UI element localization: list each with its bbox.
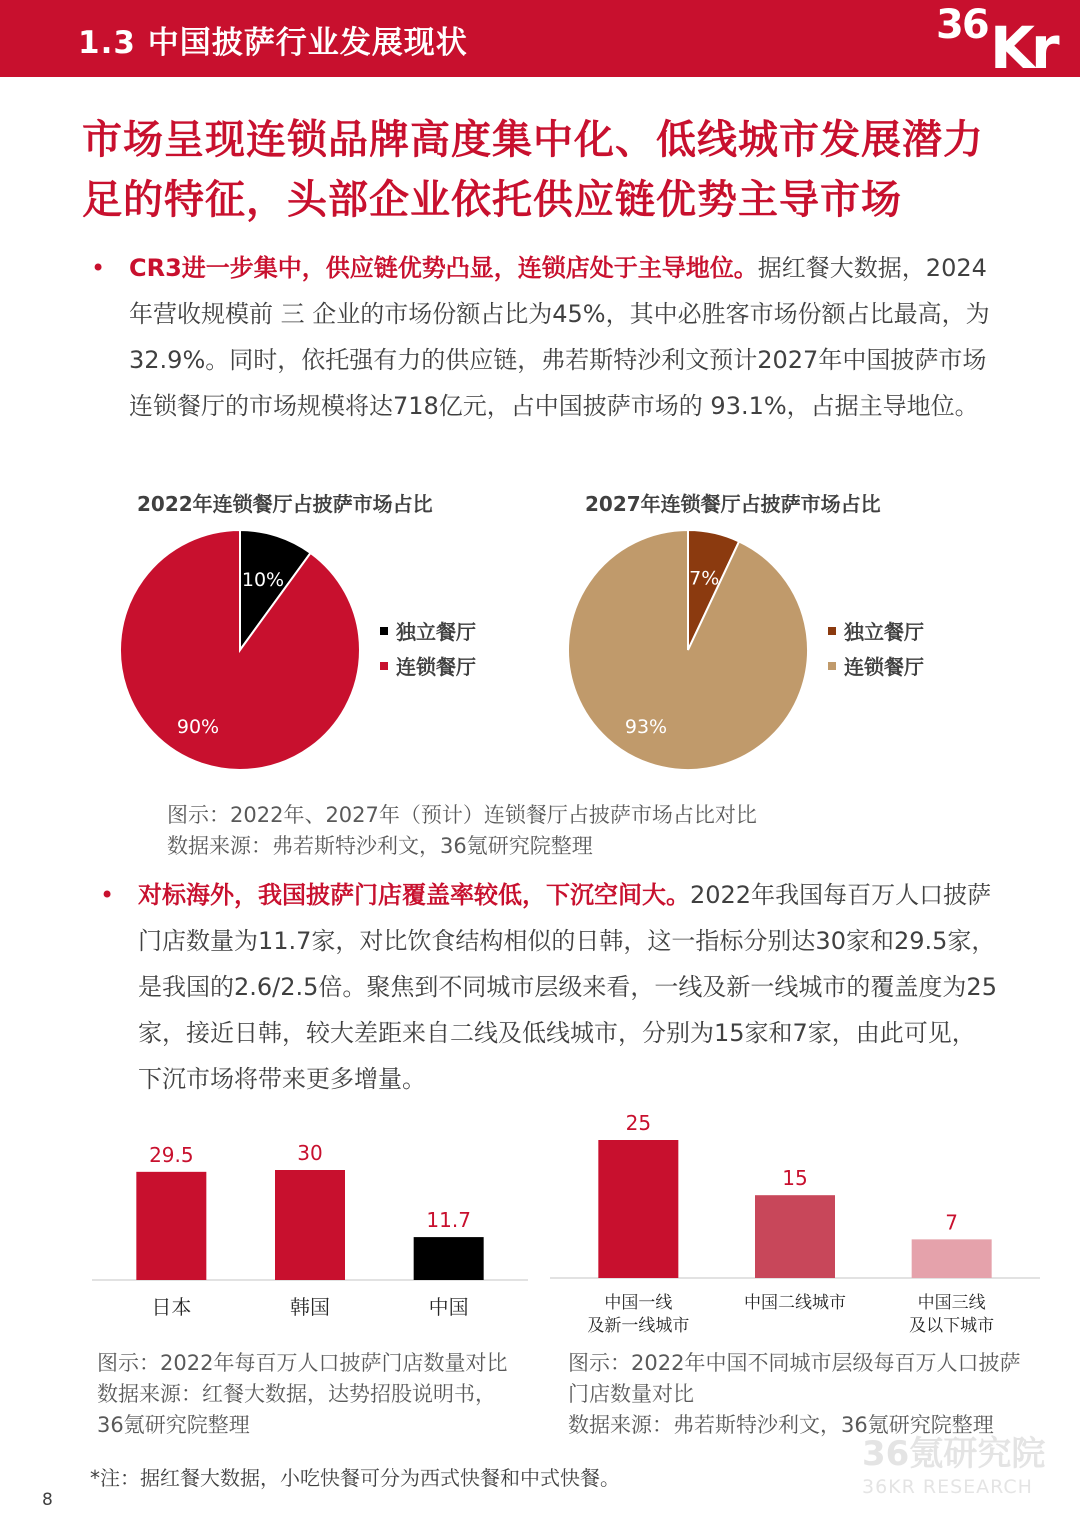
legend-swatch — [828, 662, 836, 670]
section-title: 1.3 中国披萨行业发展现状 — [78, 25, 468, 61]
bullet-dot: • — [100, 881, 115, 909]
legend-swatch — [380, 662, 388, 670]
pie-slice-label: 10% — [241, 569, 285, 592]
bar-value-label: 29.5 — [149, 1142, 194, 1167]
bar — [414, 1237, 484, 1280]
bar-chart-country-comparison — [90, 1110, 530, 1325]
pie-slice — [568, 530, 808, 770]
legend-item-independent — [828, 613, 924, 648]
pie-slice-label: 90% — [176, 716, 220, 738]
headline-line-2: 足的特征，头部企业依托供应链优势主导市场 — [82, 177, 902, 223]
bar — [136, 1172, 206, 1280]
bullet-paragraph-2 — [100, 872, 998, 1102]
bar — [275, 1170, 345, 1280]
bar-caption-line: 数据来源：弗若斯特沙利文，36氪研究院整理 — [568, 1413, 994, 1437]
bullet-paragraph-1 — [91, 245, 1004, 429]
pie-chart-2022 — [110, 520, 370, 780]
bar-caption-line: 图示：2022年每百万人口披萨门店数量对比 — [97, 1351, 508, 1375]
bar-value-label: 7 — [945, 1210, 959, 1235]
bullet-text: 2022年我国每百万人口披萨门店数量为11.7家，对比饮食结构相似的日韩，这一指标分别达30家和29.5家，是我国的2.6/2.5倍。聚焦到不同城市层级来看，一线及新一线城市的覆盖度为25家，接近日韩，较大差距来自二线及低线城市，分别为15家和7家，由此可见，下沉市场将带来更多增量。 — [138, 881, 997, 1093]
pie-chart-2027 — [558, 520, 818, 780]
watermark-cn: 36氪研究院 — [862, 1434, 1046, 1474]
pie-chart-title-2022: 2022年连锁餐厅占披萨市场占比 — [137, 492, 433, 516]
legend-swatch — [828, 627, 836, 635]
bar-category-label: 日本 — [151, 1295, 192, 1319]
bar-chart-city-tier-comparison — [550, 1100, 1040, 1345]
bar-caption-line: 数据来源：红餐大数据，达势招股说明书， — [97, 1382, 496, 1406]
bar-category-label: 及以下城市 — [909, 1316, 995, 1336]
bullet-dot: • — [91, 254, 106, 282]
legend-label: 连锁餐厅 — [396, 655, 476, 679]
pie-slice-label: 93% — [624, 716, 668, 738]
bar-category-label: 韩国 — [290, 1295, 330, 1319]
logo-number: 36 — [936, 2, 988, 48]
legend-swatch — [380, 627, 388, 635]
bar-value-label: 11.7 — [426, 1208, 471, 1233]
bar-caption-country — [97, 1348, 537, 1441]
legend-label: 独立餐厅 — [396, 620, 476, 644]
bar-category-label: 及新一线城市 — [587, 1316, 690, 1336]
legend-item-chain — [380, 648, 476, 683]
legend-label: 连锁餐厅 — [844, 655, 924, 679]
legend-item-independent — [380, 613, 476, 648]
bar — [912, 1239, 992, 1278]
bullet-text: 据红餐大数据，2024年营收规模前 三 企业的市场份额占比为45%，其中必胜客市场份额占比最高，为32.9%。同时，依托强有力的供应链，弗若斯特沙利文预计2027年中国披萨市场连锁餐厅的市场规模将达718亿元，占中国披萨市场的 93.1%，占据主导地位。 — [129, 254, 990, 420]
bar-value-label: 15 — [782, 1166, 808, 1191]
legend-item-chain — [828, 648, 924, 683]
headline-line-1: 市场呈现连锁品牌高度集中化、低线城市发展潜力 — [82, 117, 984, 163]
pie-slice — [120, 530, 360, 770]
bar-value-label: 25 — [625, 1111, 652, 1135]
footnote: *注：据红餐大数据，小吃快餐可分为西式快餐和中式快餐。 — [90, 1466, 620, 1490]
watermark-en: 36KR RESEARCH — [862, 1476, 1033, 1498]
pie-caption-line-1: 图示：2022年、2027年（预计）连锁餐厅占披萨市场占比对比 — [167, 803, 757, 827]
header-bar — [0, 0, 1080, 82]
bar-category-label: 中国 — [428, 1295, 469, 1319]
pie-legend-2022 — [380, 613, 476, 683]
bullet-highlight: 对标海外，我国披萨门店覆盖率较低，下沉空间大。 — [138, 881, 690, 909]
bar-category-label: 中国一线 — [604, 1293, 673, 1313]
bar — [755, 1195, 835, 1278]
bar-caption-line: 图示：2022年中国不同城市层级每百万人口披萨 — [568, 1351, 1021, 1375]
bar-caption-line: 门店数量对比 — [568, 1382, 694, 1406]
page-headline — [82, 110, 1042, 230]
watermark — [862, 1432, 1062, 1498]
36kr-logo — [930, 0, 1080, 82]
pie-caption — [167, 800, 757, 862]
pie-caption-line-2: 数据来源：弗若斯特沙利文，36氪研究院整理 — [167, 834, 593, 858]
bullet-highlight: CR3进一步集中，供应链优势凸显，连锁店处于主导地位。 — [129, 254, 758, 282]
pie-chart-title-2027: 2027年连锁餐厅占披萨市场占比 — [585, 492, 881, 516]
pie-slice-label: 7% — [689, 567, 720, 590]
legend-label: 独立餐厅 — [844, 620, 924, 644]
logo-letters: Kr — [990, 14, 1056, 82]
bar-category-label: 中国三线 — [917, 1293, 986, 1313]
bar-category-label: 中国二线城市 — [744, 1293, 846, 1313]
bar-value-label: 30 — [297, 1141, 323, 1165]
bar — [598, 1140, 678, 1278]
pie-legend-2027 — [828, 613, 924, 683]
page-number: 8 — [42, 1490, 53, 1510]
bar-caption-city-tier — [568, 1348, 1048, 1441]
bar-caption-line: 36氪研究院整理 — [97, 1413, 250, 1437]
